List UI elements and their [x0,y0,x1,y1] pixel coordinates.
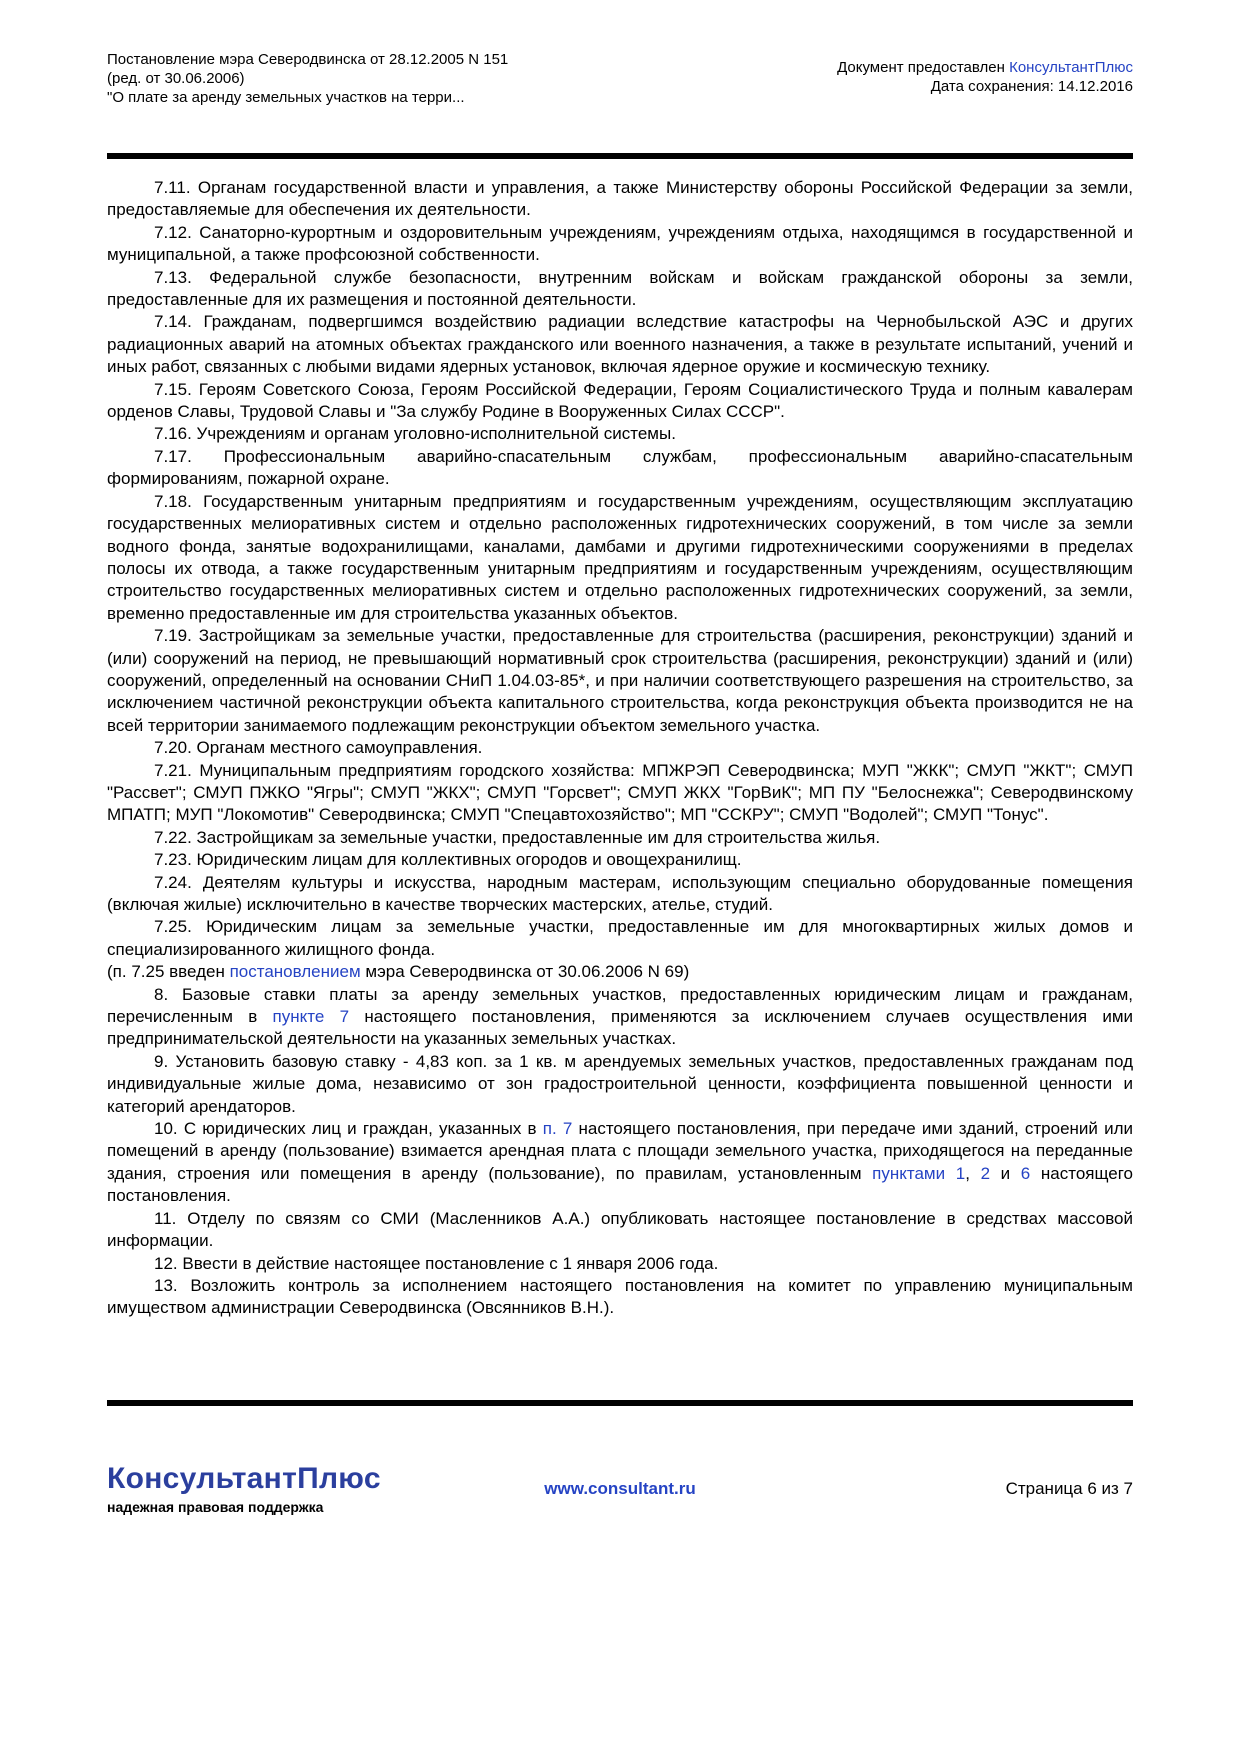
paragraph-text: 7.17. Профессиональным аварийно-спасательным службам, профессиональным аварийно-спасательным формированиям, пожарной охране. [107,446,1133,489]
saved-date: Дата сохранения: 14.12.2016 [930,78,1133,95]
consultantplus-brand [107,1462,449,1515]
paragraph [107,491,1133,625]
paragraph-text: 7.21. Муниципальным предприятиям городского хозяйства: МПЖРЭП Северодвинска; МУП "ЖКК"; СМУП "ЖКТ"; СМУП "Рассвет"; СМУП ПЖКО "Ягры"; СМУП "ЖКХ"; СМУП "Горсвет"; СМУП ЖКХ "ГорВиК"; МП ПУ "Белоснежка"; Северодвинскому МПАТП; МУП "Локомотив" Северодвинска; СМУП "Спецавтохозяйство"; МП "ССКРУ"; СМУП "Водолей"; СМУП "Тонус". [107,760,1133,825]
paragraph-text: 7.20. Органам местного самоуправления. [154,738,483,758]
paragraph-text: мэра Северодвинска от 30.06.2006 N 69) [360,962,690,982]
paragraph-text: 7.25. Юридическим лицам за земельные участки, предоставленные им для многоквартирных жилых домов и специализированного жилищного фонда. [107,917,1133,959]
doc-title-line-3: "О плате за аренду земельных участков на терри... [107,89,465,106]
paragraph-text: 8. Базовые ставки платы за аренду земельных участков, предоставленных юридическим лицам и гражданам, перечисленным в [107,984,1133,1027]
paragraph-text: (п. 7.25 введен [107,962,230,982]
paragraph-text: настоящего постановления. [107,1163,1134,1206]
inline-reference-link[interactable]: 2 [980,1163,991,1183]
paragraph [107,1275,1133,1320]
consultantplus-logo: КонсультантПлюс [107,1462,381,1495]
inline-reference-link[interactable]: 6 [1020,1163,1031,1183]
doc-title-line-2: (ред. от 30.06.2006) [107,70,245,87]
bottom-divider [107,1400,1133,1406]
paragraph [107,267,1133,312]
paragraph-text: настоящего постановления, при передаче ими зданий, строений или помещений в аренду (пользование) взимается арендная плата с площади земельного участка, приходящегося на переданные здания, строения или помещения в аренду (пользование), по правилам, установленным [107,1119,1133,1183]
document-info [107,50,508,107]
inline-reference-link[interactable]: постановлением [229,962,361,982]
page-header [107,50,1133,107]
consultantplus-header-link[interactable]: КонсультантПлюс [1009,59,1133,76]
paragraph [107,961,1133,983]
paragraph [107,1208,1133,1253]
paragraph-text: 7.16. Учреждениям и органам уголовно-исполнительной системы. [154,424,676,444]
paragraph-text: настоящего постановления, применяются за исключением случаев осуществления ими предпринимательской деятельности на указанных земельных участках. [107,1007,1134,1049]
paragraph-text: 9. Установить базовую ставку - 4,83 коп. за 1 кв. м арендуемых земельных участков, предоставленных гражданам под индивидуальные жилые дома, независимо от зон градостроительной ценности, коэффициента повышенной ценности и категорий арендаторов. [107,1051,1133,1116]
paragraph-text: 7.19. Застройщикам за земельные участки, предоставленные для строительства (расширения, реконструкции) зданий и (или) сооружений на период, не превышающий нормативный срок строительства (расширения, реконструкции) зданий и (или) сооружений, определенный на основании СНиП 1.04.03-85*, и при наличии соответствующего разрешения на строительство, за исключением частичной реконструкции объекта капитального строительства, когда реконструкция объекта производится не на всей территории занимаемого подлежащим реконструкции объектом земельного участка. [107,626,1133,735]
paragraph-text: 10. С юридических лиц и граждан, указанных в [154,1119,543,1139]
provided-by-text: Документ предоставлен [837,59,1010,76]
paragraph-text: 13. Возложить контроль за исполнением настоящего постановления на комитет по управлению муниципальным имуществом администрации Северодвинска (Овсянников В.Н.). [107,1275,1133,1318]
paragraph-text: 7.12. Санаторно-курортным и оздоровительным учреждениям, учреждениям отдыха, находящимся в государственной и муниципальной, а также профсоюзной собственности. [107,222,1133,265]
paragraph [107,311,1133,378]
paragraph-text: 7.18. Государственным унитарным предприятиям и государственным учреждениям, осуществляющим эксплуатацию государственных мелиоративных систем и отдельно расположенных гидротехнических сооружений, в том числе за земли водного фонда, занятые водохранилищами, каналами, дамбами и другими гидротехническими сооружениями в пределах полосы их отвода, а также государственным унитарным предприятиям и государственным учреждениям, осуществляющим строительство государственных мелиоративных систем и отдельно расположенных гидротехнических сооружений, за земли, временно предоставленные им для строительства указанных объектов. [107,491,1133,623]
paragraph-text: 7.23. Юридическим лицам для коллективных огородов и овощехранилищ. [154,850,742,870]
document-body [107,177,1133,1320]
website-link-wrap [449,1479,791,1499]
paragraph [107,423,1133,445]
inline-reference-link[interactable]: п. 7 [542,1119,573,1139]
provided-by-line [837,58,1133,77]
top-divider [107,153,1133,159]
paragraph-text: 7.22. Застройщикам за земельные участки, предоставленные им для строительства жилья. [154,827,881,847]
paragraph [107,1118,1133,1208]
paragraph-text: 12. Ввести в действие настоящее постановление с 1 января 2006 года. [154,1253,719,1273]
paragraph [107,625,1133,737]
paragraph-text: 11. Отделу по связям со СМИ (Масленников А.А.) опубликовать настоящее постановление в средствах массовой информации. [107,1208,1133,1251]
page-footer [107,1462,1133,1515]
paragraph [107,737,1133,759]
paragraph [107,1253,1133,1275]
paragraph-text: , [965,1163,981,1183]
brand-tagline: надежная правовая поддержка [107,1499,324,1515]
paragraph-text: 7.13. Федеральной службе безопасности, внутренним войскам и войскам гражданской обороны за земли, предоставленные для их размещения и постоянной деятельности. [107,267,1133,310]
paragraph [107,849,1133,871]
inline-reference-link[interactable]: пунктами 1 [872,1163,966,1183]
inline-reference-link[interactable]: пункте 7 [272,1007,350,1027]
paragraph [107,222,1133,267]
page-number: Страница 6 из 7 [1005,1478,1133,1498]
paragraph-text: 7.24. Деятелям культуры и искусства, народным мастерам, использующим специально оборудованные помещения (включая жилые) исключительно в качестве творческих мастерских, ателье, студий. [107,872,1133,914]
paragraph [107,760,1133,827]
paragraph-text: 7.11. Органам государственной власти и управления, а также Министерству обороны Российской Федерации за земли, предоставляемые для обеспечения их деятельности. [107,178,1133,220]
paragraph [107,916,1133,961]
paragraph [107,872,1133,917]
paragraph-text: 7.15. Героям Советского Союза, Героям Российской Федерации, Героям Социалистического Труда и полным кавалерам орденов Славы, Трудовой Славы и "За службу Родине в Вооруженных Силах СССР". [107,379,1133,422]
paragraph [107,446,1133,491]
paragraph [107,1051,1133,1118]
paragraph [107,379,1133,424]
paragraph-text: и [990,1163,1021,1183]
paragraph-text: 7.14. Гражданам, подвергшимся воздействию радиации вследствие катастрофы на Чернобыльской АЭС и других радиационных аварий на атомных объектах гражданского или военного назначения, а также в результате испытаний, учений и иных работ, связанных с любыми видами ядерных установок, включая ядерное оружие и космическую технику. [107,312,1133,377]
document-meta [837,50,1133,96]
website-link[interactable]: www.consultant.ru [544,1478,696,1498]
doc-title-line-1: Постановление мэра Северодвинска от 28.12.2005 N 151 [107,51,509,68]
paragraph [107,177,1133,222]
paragraph [107,984,1133,1051]
paragraph [107,827,1133,849]
